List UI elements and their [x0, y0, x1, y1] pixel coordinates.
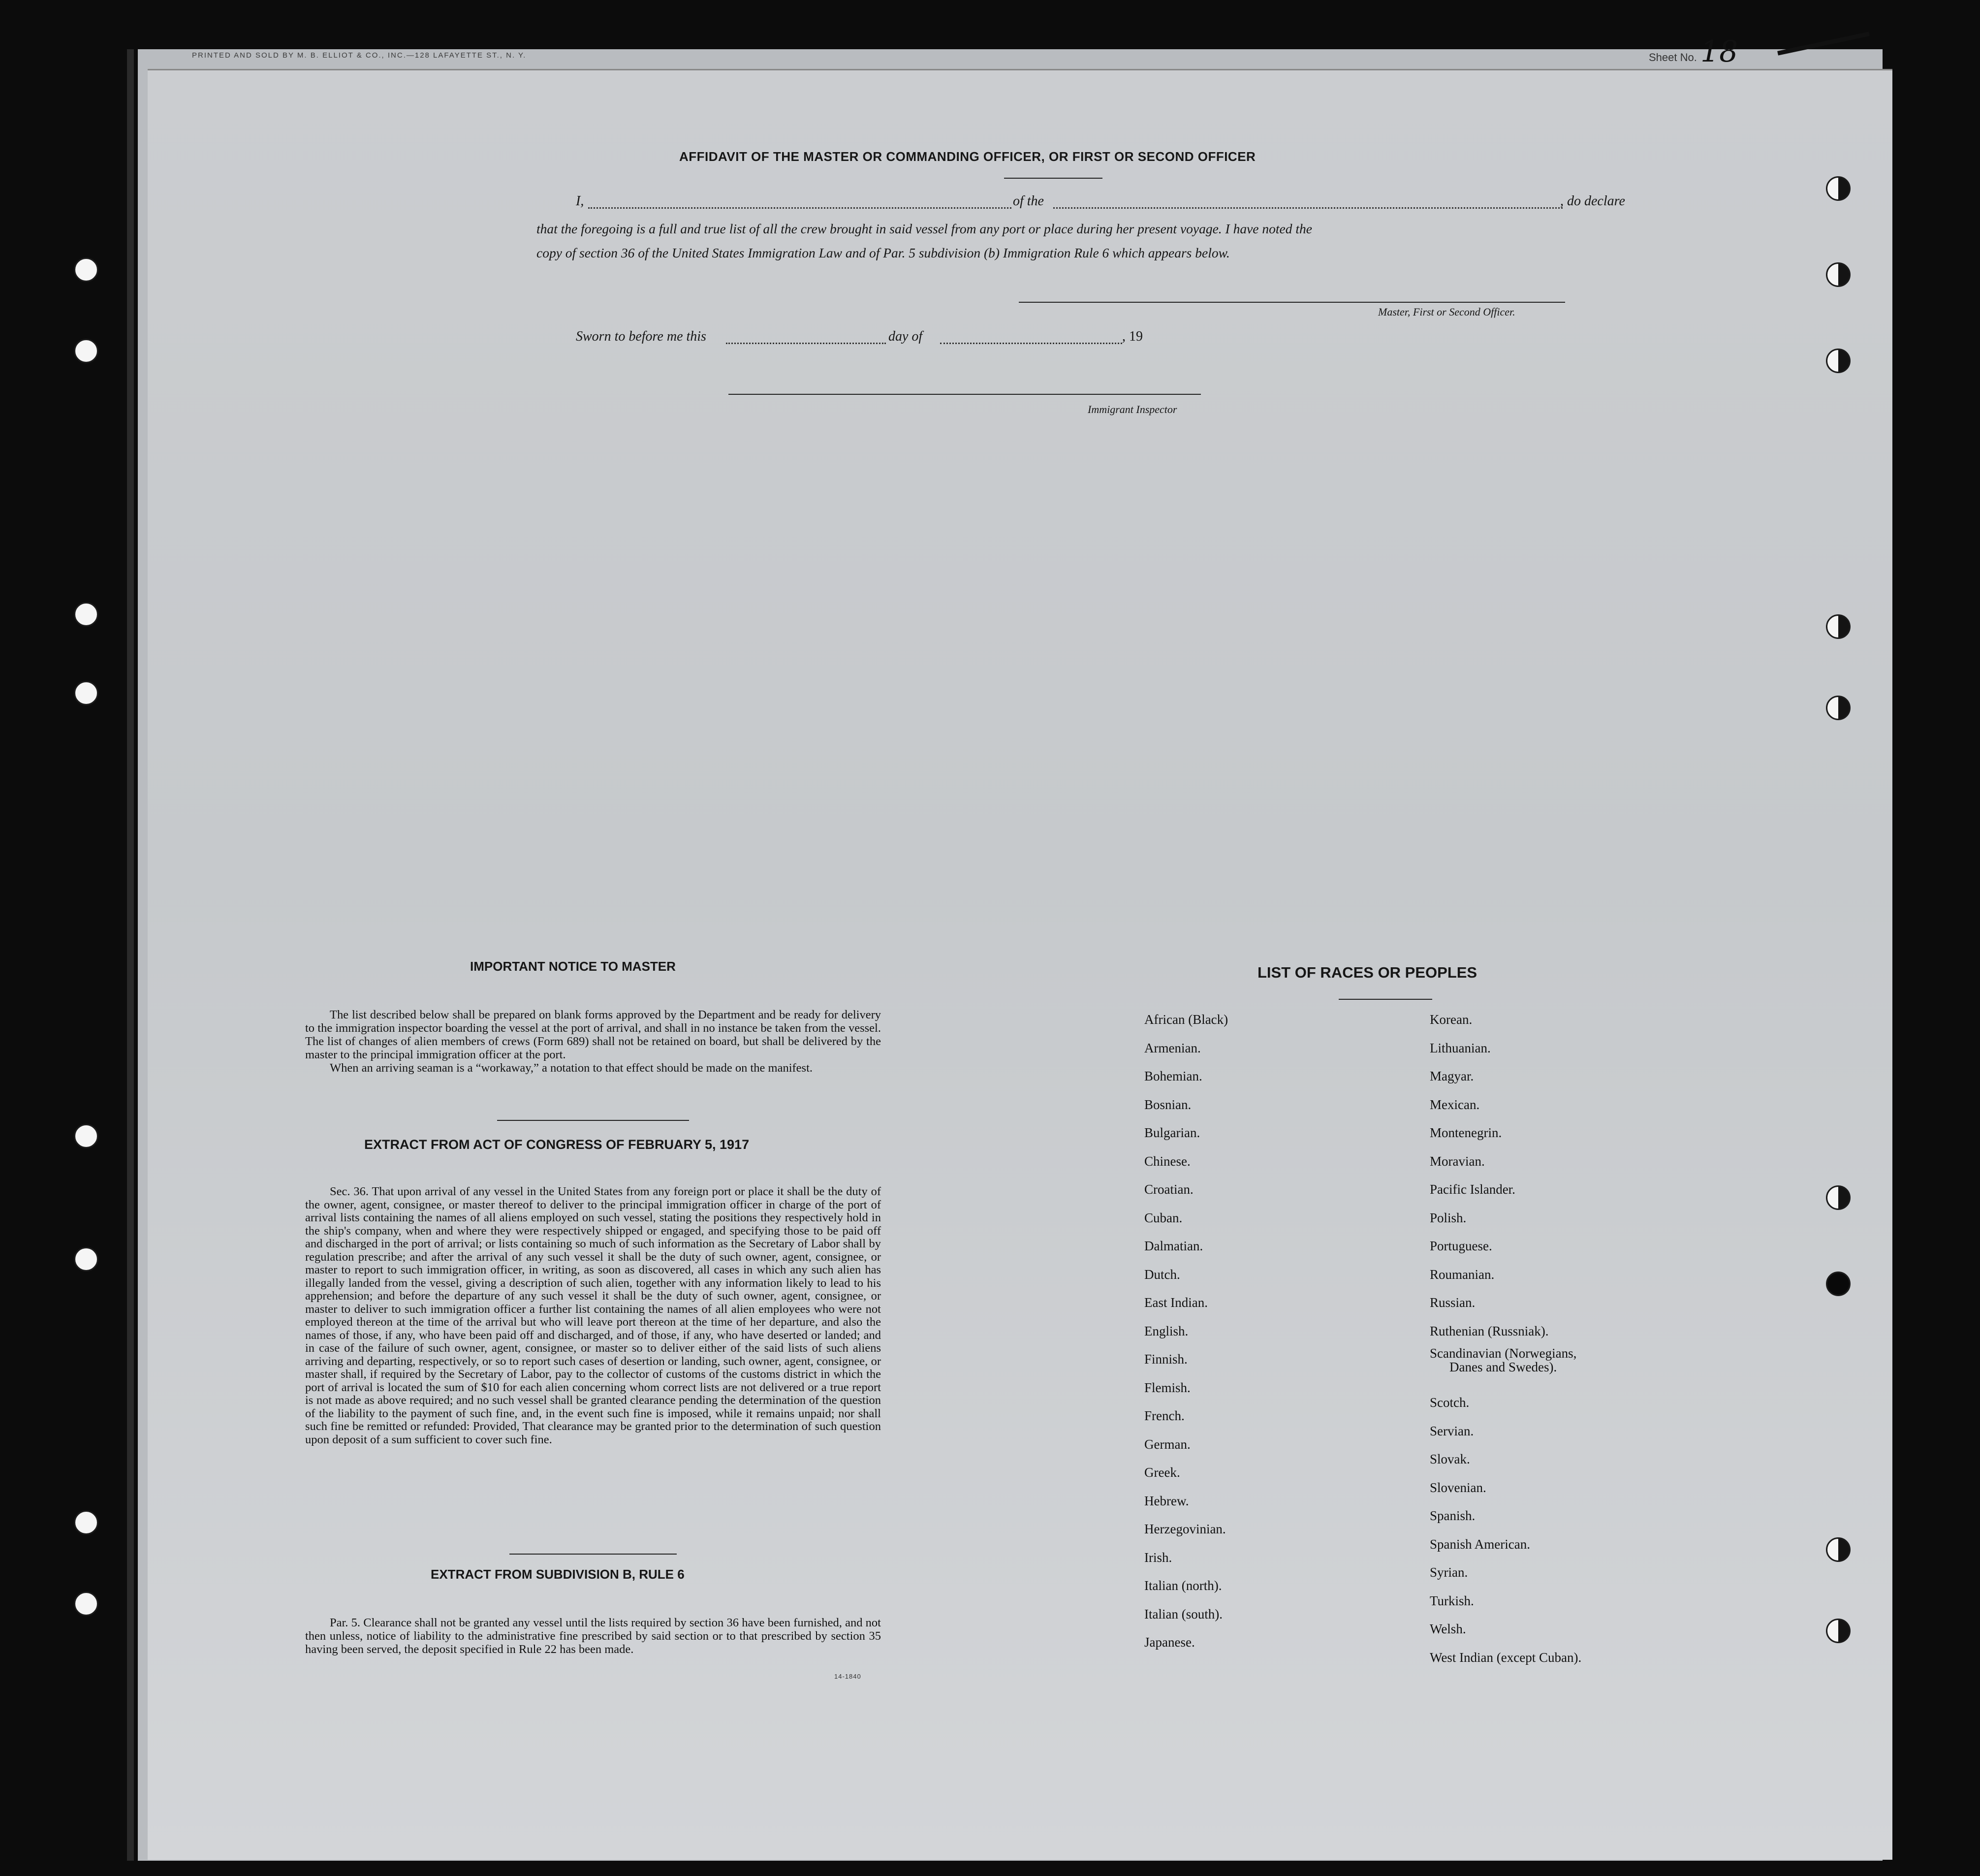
race-item: East Indian. — [1144, 1295, 1208, 1310]
form-code: 14-1840 — [834, 1673, 861, 1680]
master-signature-line[interactable] — [1019, 302, 1565, 303]
race-item: Spanish. — [1430, 1508, 1476, 1523]
races-column-1 — [1144, 1006, 1228, 1657]
notice-para-1: The list described below shall be prepared on blank forms approved by the Department and be ready for delivery to the immigration inspector boarding the vessel at the port of arrival, and shall in no instance be taken from the vessel. The list of changes of alien members of crews (Form 689) shall not be retained on board, but shall be delivered by the master to the principal immigration officer at the port. — [305, 1008, 881, 1061]
races-rule — [1339, 999, 1432, 1000]
punch-hole-left-6 — [74, 1247, 98, 1272]
punch-hole-right-8 — [1826, 1537, 1851, 1562]
race-item: African (Black) — [1144, 1012, 1228, 1027]
punch-hole-right-7 — [1826, 1272, 1851, 1296]
race-item: English. — [1144, 1323, 1189, 1338]
act-text: Sec. 36. That upon arrival of any vessel in the United States from any foreign port or place it shall be the duty of the owner, agent, consignee, or master thereof to deliver to the principal immigration officer in charge of the port of arrival lists containing the names of all aliens employed on such vessel, stating the positions they respectively hold in the ship's company, when and where they were respectively shipped or engaged, and specifying those to be paid off and discharged in the port of arrival; or lists containing so much of such information as the Secretary of Labor shall by regulation prescribe; and after the arrival of any such vessel it shall be the duty of such owner, agent, consignee, or master to report to such immigration officer, in writing, as soon as discovered, all cases in which any such alien has illegally landed from the vessel, giving a description of such alien, together with any information likely to lead to his apprehension; and before the departure of any such vessel it shall be the duty of such owner, agent, consignee, or master to deliver to such immigration officer a further list containing the names of all alien employees who were not employed thereon at the time of the arrival but who will leave port thereon at the time of her departure, and also the names of those, if any, who have been paid off and discharged, and of those, if any, who have deserted or landed; and in case of the failure of such owner, agent, consignee, or master so to deliver either of the said lists of such aliens arriving and departing, respectively, or so to report such cases of desertion or landing, such owner, agent, consignee, or master shall, if required by the Secretary of Labor, pay to the collector of customs of the customs district in which the port of arrival is located the sum of $10 for each alien concerning whom correct lists are not delivered or a true report is not made as above required; and no such vessel shall be granted clearance pending the determination of the question of the liability to the payment of such fine, and, in the event such fine is imposed, while it remains unpaid; nor shall such fine be remitted or refunded: Provided, That clearance may be granted prior to the determination of such question upon deposit of a sum sufficient to cover such fine. — [305, 1185, 881, 1446]
notice-body — [305, 1008, 881, 1075]
race-item: Moravian. — [1430, 1153, 1485, 1169]
printer-line: PRINTED AND SOLD BY M. B. ELLIOT & CO., INC.—128 LAFAYETTE ST., N. Y. — [192, 51, 527, 60]
race-item: Slovak. — [1430, 1452, 1470, 1466]
affidavit-i: I, — [576, 193, 584, 209]
race-item: Magyar. — [1430, 1069, 1474, 1083]
notice-para-2: When an arriving seaman is a “workaway,” a notation to that effect should be made on the manifest. — [330, 1061, 813, 1075]
affidavit-of-the: of the — [1013, 193, 1044, 209]
affidavit-line-2: that the foregoing is a full and true list of all the crew brought in said vessel from any port or place during her present voyage. I have noted the — [536, 221, 1312, 236]
race-item: Bulgarian. — [1144, 1125, 1200, 1140]
race-item: Syrian. — [1430, 1565, 1468, 1580]
act-body — [305, 1185, 881, 1446]
race-item: Pacific Islander. — [1430, 1182, 1515, 1197]
race-item: Servian. — [1430, 1423, 1474, 1438]
race-item: Bohemian. — [1144, 1069, 1202, 1083]
race-item: Scotch. — [1430, 1395, 1470, 1410]
races-column-2 — [1430, 1006, 1581, 1672]
sheet-label: Sheet No. — [1649, 51, 1697, 64]
affidavit-title: AFFIDAVIT OF THE MASTER OR COMMANDING OFFICER, OR FIRST OR SECOND OFFICER — [679, 149, 1256, 164]
punch-hole-left-4 — [74, 681, 98, 705]
sworn-month-line[interactable] — [940, 343, 1122, 344]
race-item-scandinavian: Scandinavian (Norwegians, — [1430, 1346, 1577, 1361]
race-item: Armenian. — [1144, 1040, 1201, 1055]
inspector-label: Immigrant Inspector — [1088, 403, 1177, 415]
affidavit-line-3: copy of section 36 of the United States Immigration Law and of Par. 5 subdivision (b) Immigration Rule 6 which appears below. — [536, 245, 1230, 260]
rule-text: Par. 5. Clearance shall not be granted any vessel until the lists required by section 36 have been furnished, and not then unless, notice of liability to the administrative fine prescribed by said section or to that prescribed by section 35 having been served, the deposit specified in Rule 22 has been made. — [305, 1616, 881, 1656]
inspector-signature-line[interactable] — [728, 394, 1201, 395]
race-item: Irish. — [1144, 1550, 1172, 1565]
rule-title: EXTRACT FROM SUBDIVISION B, RULE 6 — [431, 1567, 685, 1582]
notice-title: IMPORTANT NOTICE TO MASTER — [470, 959, 676, 974]
race-item: Polish. — [1430, 1210, 1467, 1225]
sworn-prefix: Sworn to before me this — [576, 329, 706, 344]
punch-hole-right-4 — [1826, 614, 1851, 639]
punch-hole-right-3 — [1826, 349, 1851, 373]
race-item: Italian (south). — [1144, 1606, 1223, 1622]
race-item: West Indian (except Cuban). — [1430, 1650, 1582, 1665]
race-item: Flemish. — [1144, 1380, 1191, 1395]
race-item — [1430, 1345, 1581, 1389]
race-item: Dalmatian. — [1144, 1239, 1203, 1253]
punch-hole-left-3 — [74, 602, 98, 627]
race-item: Croatian. — [1144, 1182, 1194, 1197]
affidavit-name-line[interactable] — [588, 207, 1011, 209]
binder-strip-left — [127, 49, 134, 1861]
race-item: Portuguese. — [1430, 1239, 1492, 1253]
race-item: Roumanian. — [1430, 1267, 1495, 1282]
form-page — [148, 69, 1892, 1860]
punch-hole-left-7 — [74, 1510, 98, 1535]
punch-hole-right-5 — [1826, 696, 1851, 720]
bleed-through — [374, 415, 383, 607]
race-item: Bosnian. — [1144, 1097, 1192, 1112]
race-item: Ruthenian (Russniak). — [1430, 1323, 1549, 1338]
master-label: Master, First or Second Officer. — [1378, 306, 1515, 318]
race-item-continuation: Danes and Swedes). — [1449, 1360, 1557, 1374]
punch-hole-right-1 — [1826, 176, 1851, 201]
race-item: Herzegovinian. — [1144, 1522, 1226, 1536]
punch-hole-left-5 — [74, 1124, 98, 1148]
race-item: Hebrew. — [1144, 1493, 1189, 1508]
affidavit-title-rule — [1004, 178, 1102, 179]
race-item: German. — [1144, 1436, 1191, 1452]
race-item: Greek. — [1144, 1465, 1180, 1480]
affidavit-do-declare: , do declare — [1560, 193, 1625, 209]
race-item: Slovenian. — [1430, 1480, 1486, 1495]
race-item: Spanish American. — [1430, 1536, 1530, 1552]
act-title: EXTRACT FROM ACT OF CONGRESS OF FEBRUARY 5, 1917 — [364, 1137, 750, 1152]
races-title: LIST OF RACES OR PEOPLES — [1257, 964, 1477, 981]
race-item: Cuban. — [1144, 1210, 1183, 1225]
punch-hole-right-2 — [1826, 262, 1851, 287]
race-item: French. — [1144, 1408, 1185, 1423]
punch-hole-right-6 — [1826, 1185, 1851, 1210]
affidavit-vessel-line[interactable] — [1053, 207, 1563, 209]
race-item: Montenegrin. — [1430, 1125, 1502, 1140]
race-item: Dutch. — [1144, 1267, 1180, 1282]
sworn-year: , 19 — [1122, 329, 1143, 344]
race-item: Lithuanian. — [1430, 1040, 1491, 1055]
act-rule — [509, 1554, 677, 1555]
race-item: Chinese. — [1144, 1153, 1191, 1169]
punch-hole-left-1 — [74, 257, 98, 282]
race-item: Japanese. — [1144, 1635, 1195, 1650]
race-item: Welsh. — [1430, 1622, 1466, 1636]
sworn-day-of: day of — [888, 329, 923, 344]
race-item: Finnish. — [1144, 1352, 1188, 1367]
rule-body — [305, 1616, 881, 1656]
notice-rule — [497, 1120, 689, 1121]
punch-hole-left-8 — [74, 1591, 98, 1616]
race-item: Turkish. — [1430, 1593, 1474, 1608]
punch-hole-left-2 — [74, 339, 98, 363]
sworn-day-line[interactable] — [726, 343, 886, 344]
sheet-number: 18 — [1700, 34, 1738, 69]
race-item: Russian. — [1430, 1295, 1476, 1310]
punch-hole-right-9 — [1826, 1619, 1851, 1643]
race-item: Korean. — [1430, 1012, 1473, 1027]
race-item: Mexican. — [1430, 1097, 1480, 1112]
race-item: Italian (north). — [1144, 1578, 1222, 1593]
